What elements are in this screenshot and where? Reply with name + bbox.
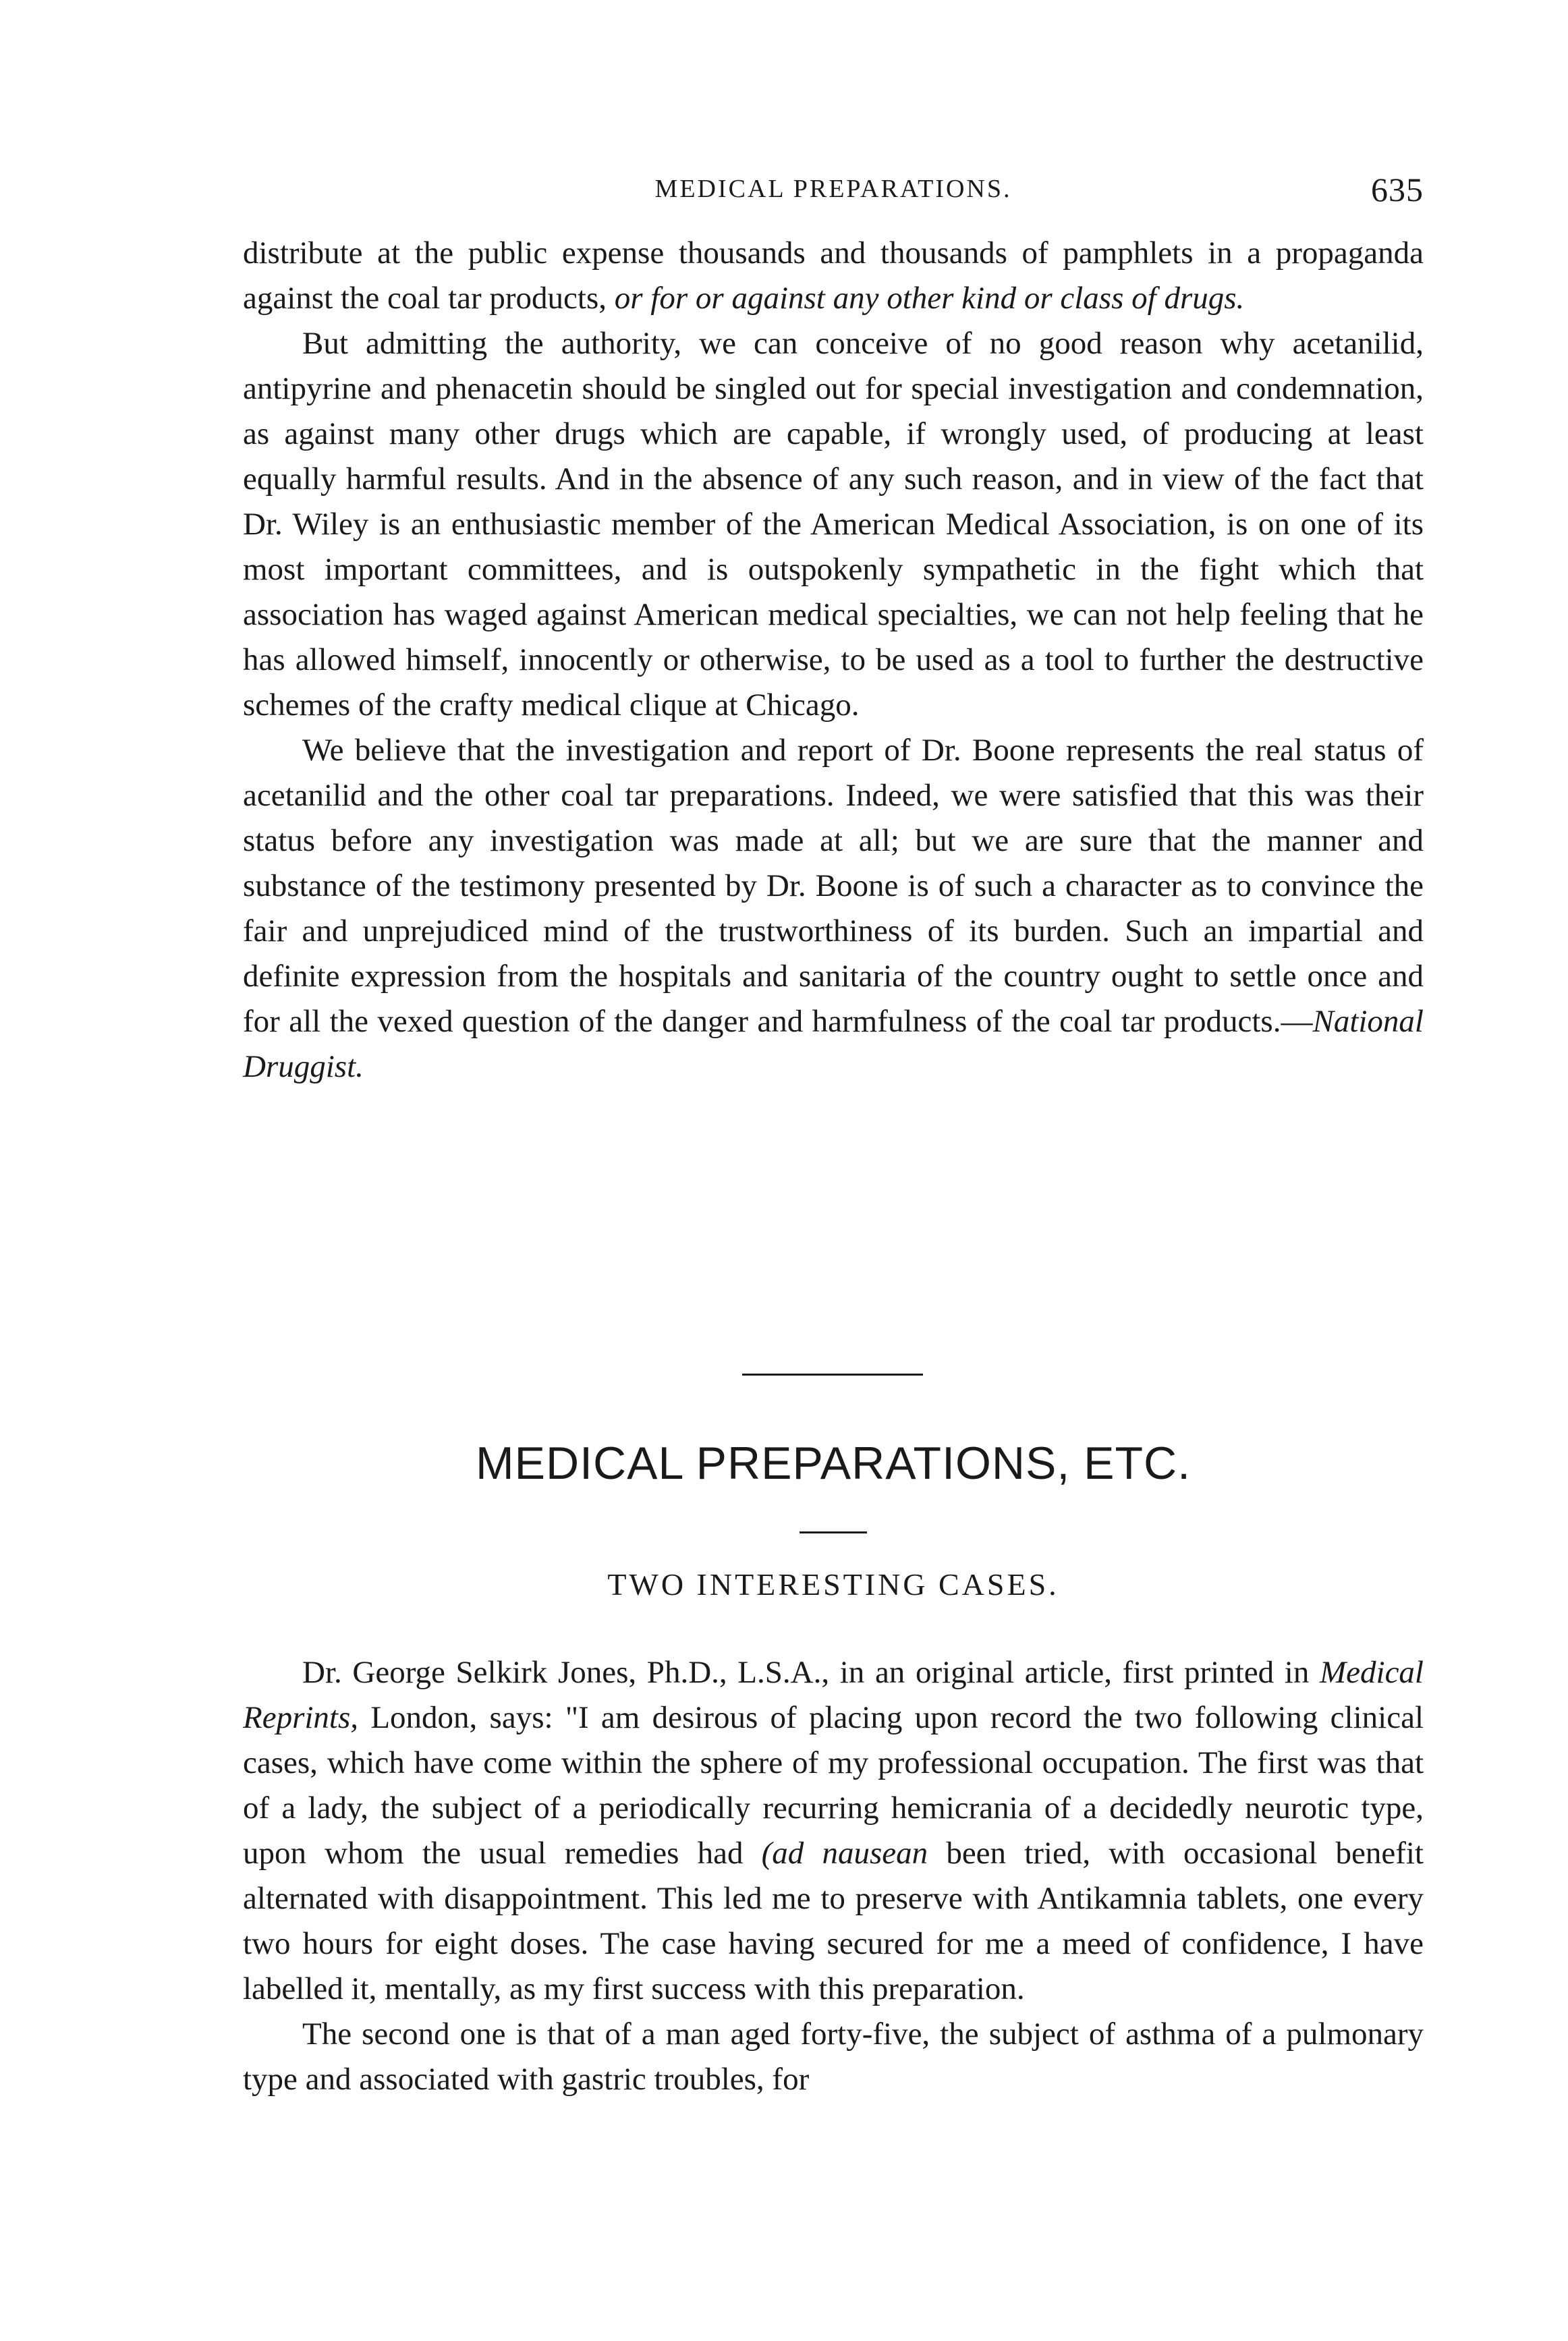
- paragraph-4: [243, 1650, 1424, 2012]
- paragraph-4-text-a: Dr. George Selkirk Jones, Ph.D., L.S.A., in an original article, first printed in: [302, 1655, 1310, 1690]
- paragraph-4-text-b: London, says: "I am desirous of placing upon record the two following clinical cases, which have come within the sphere of my professional occupation. The first was that of a lady, the subject of a periodically recurring hemicrania of a decidedly neurotic type, upon whom the usual remedies had: [243, 1700, 1424, 1871]
- running-title: MEDICAL PREPARATIONS.: [654, 175, 1012, 203]
- subsection-title: TWO INTERESTING CASES.: [607, 1567, 1059, 1602]
- title-divider: [800, 1531, 867, 1533]
- paragraph-4-text-c: been tried, with occasional benefit alternated with disappointment. This led me to preserve with Antikamnia tablets, one every two hours for eight doses. The case having secured for me a meed of confidence, I have labelled it, mentally, as my first success with this preparation.: [243, 1836, 1424, 2006]
- paragraph-1-text: distribute at the public expense thousands and thousands of pamphlets in a propaganda against the coal tar products,: [243, 235, 1424, 316]
- section-divider: [742, 1374, 923, 1376]
- latin-phrase: (ad nausean: [761, 1836, 928, 1871]
- paragraph-1-emphasis: or for or against any other kind or class of drugs.: [614, 281, 1245, 316]
- page-number: 635: [1371, 171, 1424, 208]
- section-title: MEDICAL PREPARATIONS, ETC.: [475, 1438, 1191, 1489]
- paragraph-3: [243, 728, 1424, 1090]
- paragraph-2: But admitting the authority, we can conceive of no good reason why acetanilid, antipyrine and phenacetin should be singled out for special investigation and condemnation, as against many other drugs which are capable, if wrongly used, of producing at least equally harmful results. And in the absence of any such reason, and in view of the fact that Dr. Wiley is an enthusiastic member of the American Medical Association, is on one of its most important committees, and is outspokenly sympathetic in the fight which that association has waged against American medical specialties, we can not help feeling that he has allowed himself, innocently or otherwise, to be used as a tool to further the destructive schemes of the crafty medical clique at Chicago.: [243, 326, 1424, 723]
- running-head: [243, 171, 1424, 221]
- paragraph-1: [243, 231, 1424, 321]
- publication-name: Medical Reprints,: [243, 1655, 1424, 1735]
- paragraph-5: The second one is that of a man aged forty-five, the subject of asthma of a pulmonary type and associated with gastric troubles, for: [243, 2016, 1424, 2097]
- paragraph-3-text: We believe that the investigation and report of Dr. Boone represents the real status of acetanilid and the other coal tar preparations. Indeed, we were satisfied that this was their status before any investigation was made at all; but we are sure that the manner and substance of the testimony presented by Dr. Boone is of such a character as to convince the fair and unprejudiced mind of the trustworthiness of its burden. Such an impartial and definite expression from the hospitals and sanitaria of the country ought to settle once and for all the vexed question of the danger and harmfulness of the coal tar products.—: [243, 733, 1424, 1039]
- source-citation: National Druggist.: [243, 1004, 1424, 1084]
- article-two-cases: [243, 1650, 1424, 2102]
- article-continued: [243, 231, 1424, 1090]
